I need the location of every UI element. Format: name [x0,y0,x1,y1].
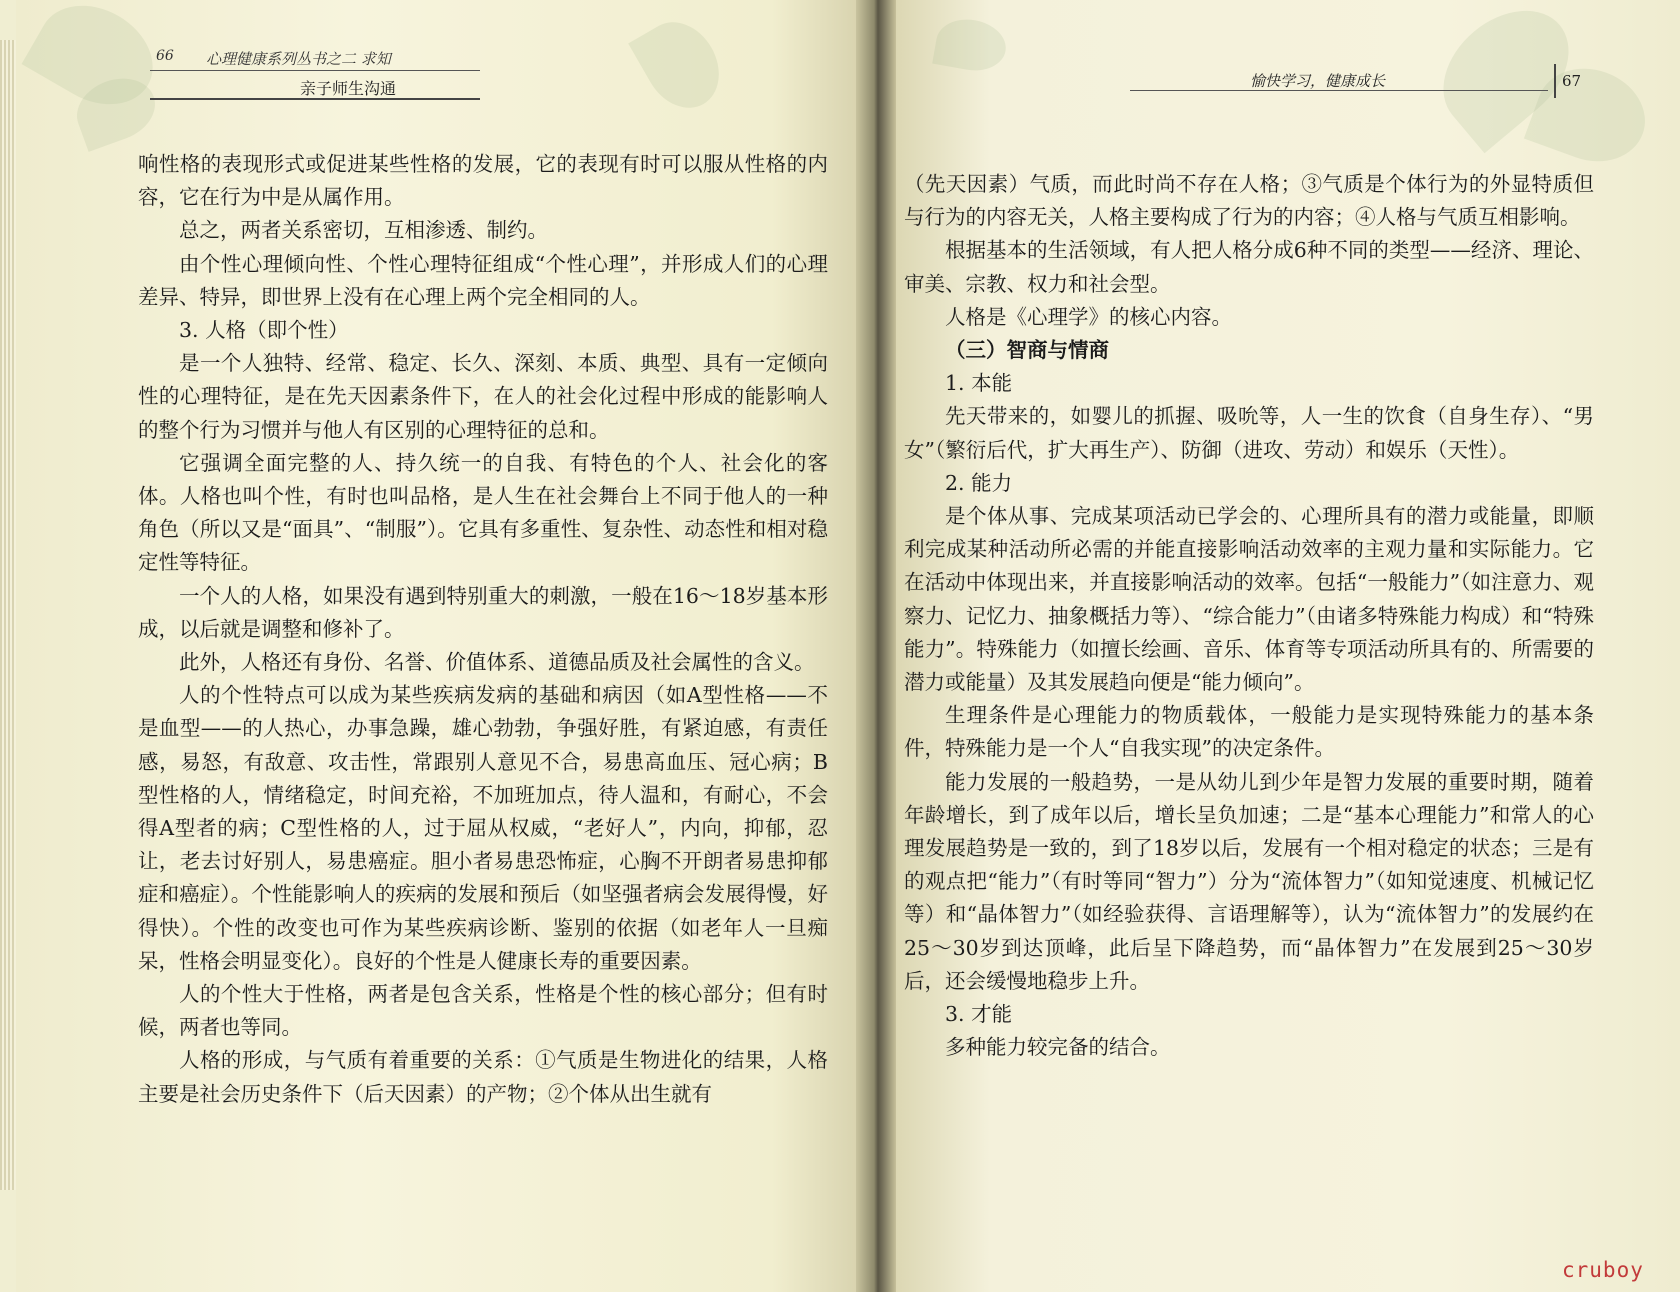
left-page-number: 66 [156,48,174,64]
watermark: cruboy [1562,1258,1644,1282]
leaf-decoration [628,9,734,122]
right-page-header [1130,60,1582,100]
header-rule [1130,90,1548,91]
paragraph: 人的个性大于性格，两者是包含关系，性格是个性的核心部分；但有时候，两者也等同。 [138,982,828,1040]
paragraph: 1. 本能 [945,371,1013,396]
right-page-number: 67 [1562,72,1582,90]
paragraph: 人格的形成，与气质有着重要的关系：①气质是生物进化的结果，人格主要是社会历史条件下（后天因素）的产物；②个体从出生就有 [138,1048,828,1106]
paragraph: 2. 能力 [945,470,1013,495]
paragraph: 生理条件是心理能力的物质载体，一般能力是实现特殊能力的基本条件，特殊能力是一个人“自我实现”的决定条件。 [904,703,1594,761]
left-page-body [138,148,828,1111]
leaf-decoration [932,14,1010,75]
header-bar [1554,64,1556,98]
paragraph: 3. 才能 [945,1002,1013,1027]
paragraph: （先天因素）气质，而此时尚不存在人格；③气质是个体行为的外显特质但与行为的内容无关，人格主要构成了行为的内容；④人格与气质互相影响。 [904,172,1594,230]
paragraph: 先天带来的，如婴儿的抓握、吸吮等，人一生的饮食（自身生存）、“男女”（繁衍后代，扩大再生产）、防御（进攻、劳动）和娱乐（天性）。 [904,404,1594,462]
paragraph: 能力发展的一般趋势，一是从幼儿到少年是智力发展的重要时期，随着年龄增长，到了成年以后，增长呈负加速；二是“基本心理能力”和常人的心理发展趋势是一致的，到了18岁以后，发展有一个相对稳定的状态；三是有的观点把“能力”（有时等同“智力”）分为“流体智力”（如知觉速度、机械记忆等）和“晶体智力”（如经验获得、言语理解等），认为“流体智力”的发展约在25～30岁到达顶峰，此后呈下降趋势，而“晶体智力”在发展到25～30岁后，还会缓慢地稳步上升。 [904,769,1594,993]
paragraph: 是一个人独特、经常、稳定、长久、深刻、本质、典型、具有一定倾向性的心理特征，是在先天因素条件下，在人的社会化过程中形成的能影响人的整个行为习惯并与他人有区别的心理特征的总和。 [138,351,828,442]
running-head: 愉快学习，健康成长 [1250,72,1386,90]
header-rule [150,98,480,100]
left-page-header [120,38,480,102]
paragraph: 多种能力较完备的结合。 [945,1035,1171,1060]
paragraph: 一个人的人格，如果没有遇到特别重大的刺激，一般在16～18岁基本形成，以后就是调整和修补了。 [138,583,828,641]
right-page-body [904,168,1594,1064]
page-edge [0,40,16,1190]
book-gutter [856,0,896,1292]
series-title: 心理健康系列丛书之二 求知 [206,50,391,68]
header-rule [150,70,480,71]
paragraph: 它强调全面完整的人、持久统一的自我、有特色的个人、社会化的客体。人格也叫个性，有时也叫品格，是人生在社会舞台上不同于他人的一种角色（所以又是“面具”、“制服”）。它具有多重性、复杂性、动态性和相对稳定性等特征。 [138,450,828,575]
paragraph: 根据基本的生活领域，有人把人格分成6种不同的类型——经济、理论、审美、宗教、权力和社会型。 [904,238,1594,296]
paragraph: 人的个性特点可以成为某些疾病发病的基础和病因（如A型性格——不是血型——的人热心，办事急躁，雄心勃勃，争强好胜，有紧迫感，有责任感，易怒，有敌意、攻击性，常跟别人意见不合，易患高血压、冠心病；B型性格的人，情绪稳定，时间充裕，不加班加点，待人温和，有耐心，不会得A型者的病；C型性格的人，过于屈从权威，“老好人”，内向，抑郁，忍让，老去讨好别人，易患癌症。胆小者易患恐怖症，心胸不开朗者易患抑郁症和癌症）。个性能影响人的疾病的发展和预后（如坚强者病会发展得慢，好得快）。个性的改变也可作为某些疾病诊断、鉴别的依据（如老年人一旦痴呆，性格会明显变化）。良好的个性是人健康长寿的重要因素。 [138,683,828,973]
paragraph: 此外，人格还有身份、名誉、价值体系、道德品质及社会属性的含义。 [179,650,815,675]
paragraph: 人格是《心理学》的核心内容。 [945,304,1232,329]
paragraph: 由个性心理倾向性、个性心理特征组成“个性心理”，并形成人们的心理差异、特异，即世界上没有在心理上两个完全相同的人。 [138,251,828,309]
paragraph: 响性格的表现形式或促进某些性格的发展，它的表现有时可以服从性格的内容，它在行为中是从属作用。 [138,152,828,210]
paragraph: 是个体从事、完成某项活动已学会的、心理所具有的潜力或能量，即顺利完成某种活动所必需的并能直接影响活动效率的主观力量和实际能力。它在活动中体现出来，并直接影响活动的效率。包括“一般能力”（如注意力、观察力、记忆力、抽象概括力等）、“综合能力”（由诸多特殊能力构成）和“特殊能力”。特殊能力（如擅长绘画、音乐、体育等专项活动所具有的、所需要的潜力或能量）及其发展趋向便是“能力倾向”。 [904,504,1594,695]
paragraph: 3. 人格（即个性） [179,318,349,343]
paragraph: 总之，两者关系密切，互相渗透、制约。 [179,218,548,243]
section-heading: （三）智商与情商 [945,338,1109,363]
book-title: 亲子师生沟通 [300,79,397,98]
